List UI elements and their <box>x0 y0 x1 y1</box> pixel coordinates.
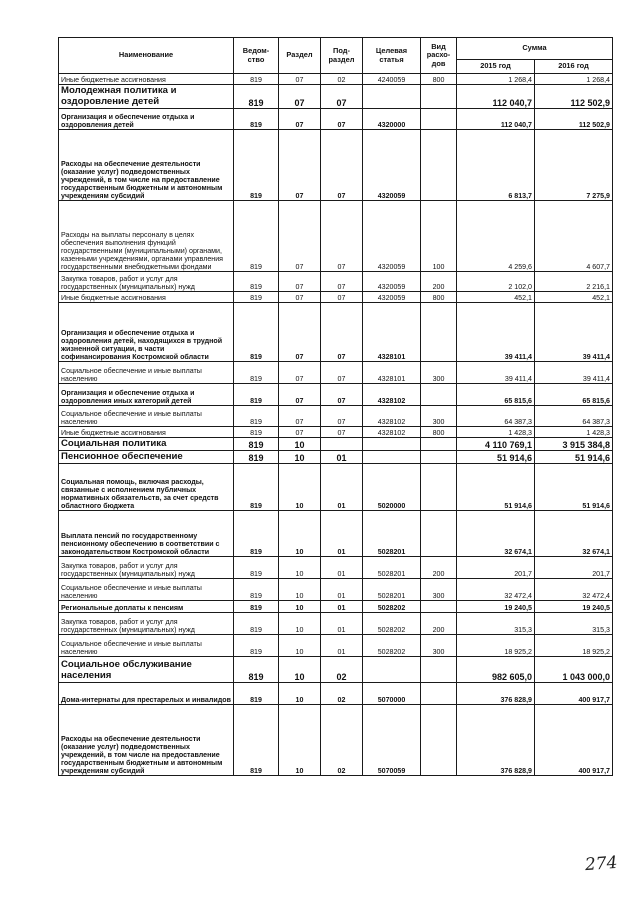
row-target: 4328102 <box>363 427 421 438</box>
row-section: 07 <box>279 130 321 201</box>
page-number: 274 <box>584 852 619 876</box>
row-subsection: 07 <box>321 109 363 130</box>
header-year-2016: 2016 год <box>535 60 613 74</box>
table-row <box>59 613 613 635</box>
row-target: 4320000 <box>363 109 421 130</box>
row-name: Социальное обеспечение и иные выплаты населению <box>59 362 234 384</box>
row-sum-2016: 65 815,6 <box>535 384 613 406</box>
row-section: 10 <box>279 683 321 705</box>
row-ministry: 819 <box>234 451 279 464</box>
row-section: 10 <box>279 635 321 657</box>
header-sum: Сумма <box>457 38 613 60</box>
row-sum-2015: 51 914,6 <box>457 451 535 464</box>
row-name: Расходы на выплаты персоналу в целях обеспечения выполнения функций государственными (муниципальными) органами, казенными учреждениями, органами управления государственными внебюджетными фондами <box>59 201 234 272</box>
row-name: Расходы на обеспечение деятельности (оказание услуг) подведомственных учреждений, в том числе на предоставление государственным бюджетным и автономным учреждениям субсидий <box>59 705 234 776</box>
table-row <box>59 384 613 406</box>
row-sum-2015: 6 813,7 <box>457 130 535 201</box>
header-section: Раздел <box>279 38 321 74</box>
row-subsection: 01 <box>321 464 363 511</box>
row-expense-type <box>421 657 457 683</box>
row-ministry: 819 <box>234 438 279 451</box>
row-subsection: 07 <box>321 292 363 303</box>
row-subsection: 07 <box>321 85 363 109</box>
row-name: Организация и обеспечение отдыха и оздоровления детей <box>59 109 234 130</box>
row-expense-type <box>421 384 457 406</box>
row-sum-2016: 4 607,7 <box>535 201 613 272</box>
row-target: 5028201 <box>363 579 421 601</box>
row-subsection: 01 <box>321 635 363 657</box>
row-name: Организация и обеспечение отдыха и оздоровления иных категорий детей <box>59 384 234 406</box>
row-section: 10 <box>279 657 321 683</box>
row-ministry: 819 <box>234 272 279 292</box>
row-subsection: 07 <box>321 362 363 384</box>
row-subsection: 02 <box>321 657 363 683</box>
row-expense-type <box>421 705 457 776</box>
row-sum-2016: 112 502,9 <box>535 85 613 109</box>
row-sum-2015: 64 387,3 <box>457 406 535 427</box>
row-expense-type: 100 <box>421 201 457 272</box>
row-subsection: 01 <box>321 451 363 464</box>
table-row <box>59 85 613 109</box>
row-sum-2015: 376 828,9 <box>457 705 535 776</box>
header-target: Целевая статья <box>363 38 421 74</box>
row-name: Социальное обеспечение и иные выплаты населению <box>59 635 234 657</box>
row-ministry: 819 <box>234 601 279 613</box>
table-row <box>59 427 613 438</box>
row-section: 07 <box>279 85 321 109</box>
row-expense-type <box>421 303 457 362</box>
row-target: 4320059 <box>363 130 421 201</box>
row-name: Организация и обеспечение отдыха и оздоровления детей, находящихся в трудной жизненной ситуации, в части софинансирования Костромской области <box>59 303 234 362</box>
row-sum-2016: 315,3 <box>535 613 613 635</box>
row-target <box>363 438 421 451</box>
row-section: 10 <box>279 557 321 579</box>
table-row <box>59 451 613 464</box>
row-expense-type <box>421 109 457 130</box>
row-sum-2015: 376 828,9 <box>457 683 535 705</box>
row-subsection: 07 <box>321 130 363 201</box>
row-ministry: 819 <box>234 427 279 438</box>
row-target <box>363 85 421 109</box>
row-sum-2016: 51 914,6 <box>535 464 613 511</box>
row-sum-2016: 112 502,9 <box>535 109 613 130</box>
row-sum-2015: 4 259,6 <box>457 201 535 272</box>
row-section: 07 <box>279 201 321 272</box>
table-row <box>59 635 613 657</box>
row-name: Иные бюджетные ассигнования <box>59 74 234 85</box>
row-sum-2016: 32 472,4 <box>535 579 613 601</box>
row-section: 10 <box>279 601 321 613</box>
header-name: Наименование <box>59 38 234 74</box>
row-subsection: 01 <box>321 557 363 579</box>
row-section: 07 <box>279 303 321 362</box>
row-sum-2015: 201,7 <box>457 557 535 579</box>
row-sum-2016: 1 268,4 <box>535 74 613 85</box>
row-target: 4240059 <box>363 74 421 85</box>
row-expense-type: 200 <box>421 557 457 579</box>
row-name: Выплата пенсий по государственному пенсионному обеспечению в соответствии с законодательством Костромской области <box>59 511 234 557</box>
row-sum-2015: 315,3 <box>457 613 535 635</box>
row-subsection <box>321 438 363 451</box>
header-expense-type: Вид расхо-дов <box>421 38 457 74</box>
row-expense-type <box>421 438 457 451</box>
row-subsection: 07 <box>321 303 363 362</box>
row-name: Региональные доплаты к пенсиям <box>59 601 234 613</box>
row-sum-2016: 2 216,1 <box>535 272 613 292</box>
row-section: 07 <box>279 406 321 427</box>
row-sum-2015: 18 925,2 <box>457 635 535 657</box>
table-row <box>59 464 613 511</box>
row-ministry: 819 <box>234 613 279 635</box>
row-section: 07 <box>279 109 321 130</box>
row-ministry: 819 <box>234 201 279 272</box>
row-sum-2016: 64 387,3 <box>535 406 613 427</box>
table-body <box>59 74 613 776</box>
table-row <box>59 201 613 272</box>
row-target: 5028202 <box>363 613 421 635</box>
row-target <box>363 657 421 683</box>
row-subsection: 02 <box>321 74 363 85</box>
row-sum-2015: 112 040,7 <box>457 109 535 130</box>
row-target: 5028201 <box>363 557 421 579</box>
row-ministry: 819 <box>234 406 279 427</box>
row-target: 5020000 <box>363 464 421 511</box>
row-sum-2016: 18 925,2 <box>535 635 613 657</box>
row-name: Молодежная политика и оздоровление детей <box>59 85 234 109</box>
table-row <box>59 406 613 427</box>
header-year-2015: 2015 год <box>457 60 535 74</box>
row-ministry: 819 <box>234 109 279 130</box>
row-section: 10 <box>279 511 321 557</box>
row-sum-2016: 201,7 <box>535 557 613 579</box>
row-section: 10 <box>279 451 321 464</box>
row-sum-2015: 39 411,4 <box>457 362 535 384</box>
row-expense-type: 300 <box>421 362 457 384</box>
row-subsection: 01 <box>321 601 363 613</box>
row-target: 4328101 <box>363 362 421 384</box>
row-sum-2015: 65 815,6 <box>457 384 535 406</box>
row-subsection: 02 <box>321 705 363 776</box>
row-sum-2015: 1 268,4 <box>457 74 535 85</box>
row-section: 07 <box>279 384 321 406</box>
row-ministry: 819 <box>234 74 279 85</box>
row-sum-2016: 7 275,9 <box>535 130 613 201</box>
table-row <box>59 601 613 613</box>
row-name: Социальная политика <box>59 438 234 451</box>
row-expense-type: 800 <box>421 74 457 85</box>
row-target: 5028202 <box>363 635 421 657</box>
table-row <box>59 557 613 579</box>
row-section: 10 <box>279 705 321 776</box>
table-row <box>59 303 613 362</box>
row-sum-2016: 39 411,4 <box>535 303 613 362</box>
row-subsection: 07 <box>321 272 363 292</box>
row-sum-2015: 112 040,7 <box>457 85 535 109</box>
table-row <box>59 705 613 776</box>
row-sum-2015: 32 472,4 <box>457 579 535 601</box>
row-expense-type: 200 <box>421 272 457 292</box>
row-target: 4320059 <box>363 292 421 303</box>
row-expense-type: 200 <box>421 613 457 635</box>
row-ministry: 819 <box>234 657 279 683</box>
row-ministry: 819 <box>234 557 279 579</box>
row-ministry: 819 <box>234 579 279 601</box>
table-row <box>59 362 613 384</box>
row-sum-2016: 1 428,3 <box>535 427 613 438</box>
header-subsection: Под-раздел <box>321 38 363 74</box>
row-section: 10 <box>279 438 321 451</box>
row-name: Закупка товаров, работ и услуг для государственных (муниципальных) нужд <box>59 272 234 292</box>
row-sum-2016: 39 411,4 <box>535 362 613 384</box>
table-row <box>59 657 613 683</box>
row-target: 4328101 <box>363 303 421 362</box>
row-section: 10 <box>279 464 321 511</box>
row-ministry: 819 <box>234 303 279 362</box>
budget-table <box>58 37 613 776</box>
row-target: 4328102 <box>363 406 421 427</box>
table-row <box>59 74 613 85</box>
row-name: Дома-интернаты для престарелых и инвалидов <box>59 683 234 705</box>
row-target: 4320059 <box>363 272 421 292</box>
row-name: Закупка товаров, работ и услуг для государственных (муниципальных) нужд <box>59 613 234 635</box>
row-target: 5028202 <box>363 601 421 613</box>
row-sum-2015: 452,1 <box>457 292 535 303</box>
table-row <box>59 130 613 201</box>
row-sum-2015: 39 411,4 <box>457 303 535 362</box>
row-expense-type <box>421 511 457 557</box>
row-target: 5070000 <box>363 683 421 705</box>
row-sum-2016: 32 674,1 <box>535 511 613 557</box>
row-ministry: 819 <box>234 511 279 557</box>
row-subsection: 07 <box>321 384 363 406</box>
row-expense-type <box>421 683 457 705</box>
row-target: 4320059 <box>363 201 421 272</box>
row-ministry: 819 <box>234 130 279 201</box>
row-target: 4328102 <box>363 384 421 406</box>
row-subsection: 07 <box>321 427 363 438</box>
row-sum-2016: 51 914,6 <box>535 451 613 464</box>
row-expense-type: 300 <box>421 406 457 427</box>
row-expense-type: 800 <box>421 427 457 438</box>
row-expense-type <box>421 85 457 109</box>
row-section: 10 <box>279 579 321 601</box>
row-ministry: 819 <box>234 705 279 776</box>
row-name: Социальное обеспечение и иные выплаты населению <box>59 406 234 427</box>
row-section: 10 <box>279 613 321 635</box>
row-sum-2016: 400 917,7 <box>535 705 613 776</box>
row-target: 5028201 <box>363 511 421 557</box>
row-section: 07 <box>279 74 321 85</box>
row-sum-2015: 19 240,5 <box>457 601 535 613</box>
row-name: Социальное обслуживание населения <box>59 657 234 683</box>
row-expense-type: 300 <box>421 579 457 601</box>
row-ministry: 819 <box>234 635 279 657</box>
row-sum-2015: 982 605,0 <box>457 657 535 683</box>
row-expense-type: 300 <box>421 635 457 657</box>
row-ministry: 819 <box>234 85 279 109</box>
row-subsection: 07 <box>321 201 363 272</box>
row-sum-2016: 19 240,5 <box>535 601 613 613</box>
row-name: Иные бюджетные ассигнования <box>59 292 234 303</box>
row-name: Закупка товаров, работ и услуг для государственных (муниципальных) нужд <box>59 557 234 579</box>
row-expense-type <box>421 130 457 201</box>
table-row <box>59 272 613 292</box>
row-name: Пенсионное обеспечение <box>59 451 234 464</box>
row-sum-2015: 2 102,0 <box>457 272 535 292</box>
table-row <box>59 579 613 601</box>
row-ministry: 819 <box>234 362 279 384</box>
row-name: Социальная помощь, включая расходы, связанные с исполнением публичных нормативных обязательств, за счет средств областного бюджета <box>59 464 234 511</box>
row-section: 07 <box>279 362 321 384</box>
row-name: Социальное обеспечение и иные выплаты населению <box>59 579 234 601</box>
row-sum-2016: 452,1 <box>535 292 613 303</box>
row-target <box>363 451 421 464</box>
row-section: 07 <box>279 427 321 438</box>
row-subsection: 07 <box>321 406 363 427</box>
row-subsection: 01 <box>321 579 363 601</box>
row-ministry: 819 <box>234 384 279 406</box>
row-sum-2016: 1 043 000,0 <box>535 657 613 683</box>
row-sum-2015: 51 914,6 <box>457 464 535 511</box>
row-sum-2016: 400 917,7 <box>535 683 613 705</box>
row-subsection: 02 <box>321 683 363 705</box>
table-row <box>59 438 613 451</box>
row-section: 07 <box>279 292 321 303</box>
table-row <box>59 683 613 705</box>
table-row <box>59 292 613 303</box>
row-sum-2015: 32 674,1 <box>457 511 535 557</box>
row-expense-type <box>421 464 457 511</box>
row-expense-type <box>421 601 457 613</box>
row-name: Расходы на обеспечение деятельности (оказание услуг) подведомственных учреждений, в том числе на предоставление государственным бюджетным и автономным учреждениям субсидий <box>59 130 234 201</box>
row-expense-type <box>421 451 457 464</box>
row-subsection: 01 <box>321 613 363 635</box>
table-row <box>59 109 613 130</box>
row-target: 5070059 <box>363 705 421 776</box>
row-expense-type: 800 <box>421 292 457 303</box>
row-subsection: 01 <box>321 511 363 557</box>
row-name: Иные бюджетные ассигнования <box>59 427 234 438</box>
row-sum-2015: 4 110 769,1 <box>457 438 535 451</box>
row-section: 07 <box>279 272 321 292</box>
row-ministry: 819 <box>234 683 279 705</box>
table-row <box>59 511 613 557</box>
row-sum-2015: 1 428,3 <box>457 427 535 438</box>
row-ministry: 819 <box>234 292 279 303</box>
row-sum-2016: 3 915 384,8 <box>535 438 613 451</box>
row-ministry: 819 <box>234 464 279 511</box>
header-ministry: Ведом-ство <box>234 38 279 74</box>
